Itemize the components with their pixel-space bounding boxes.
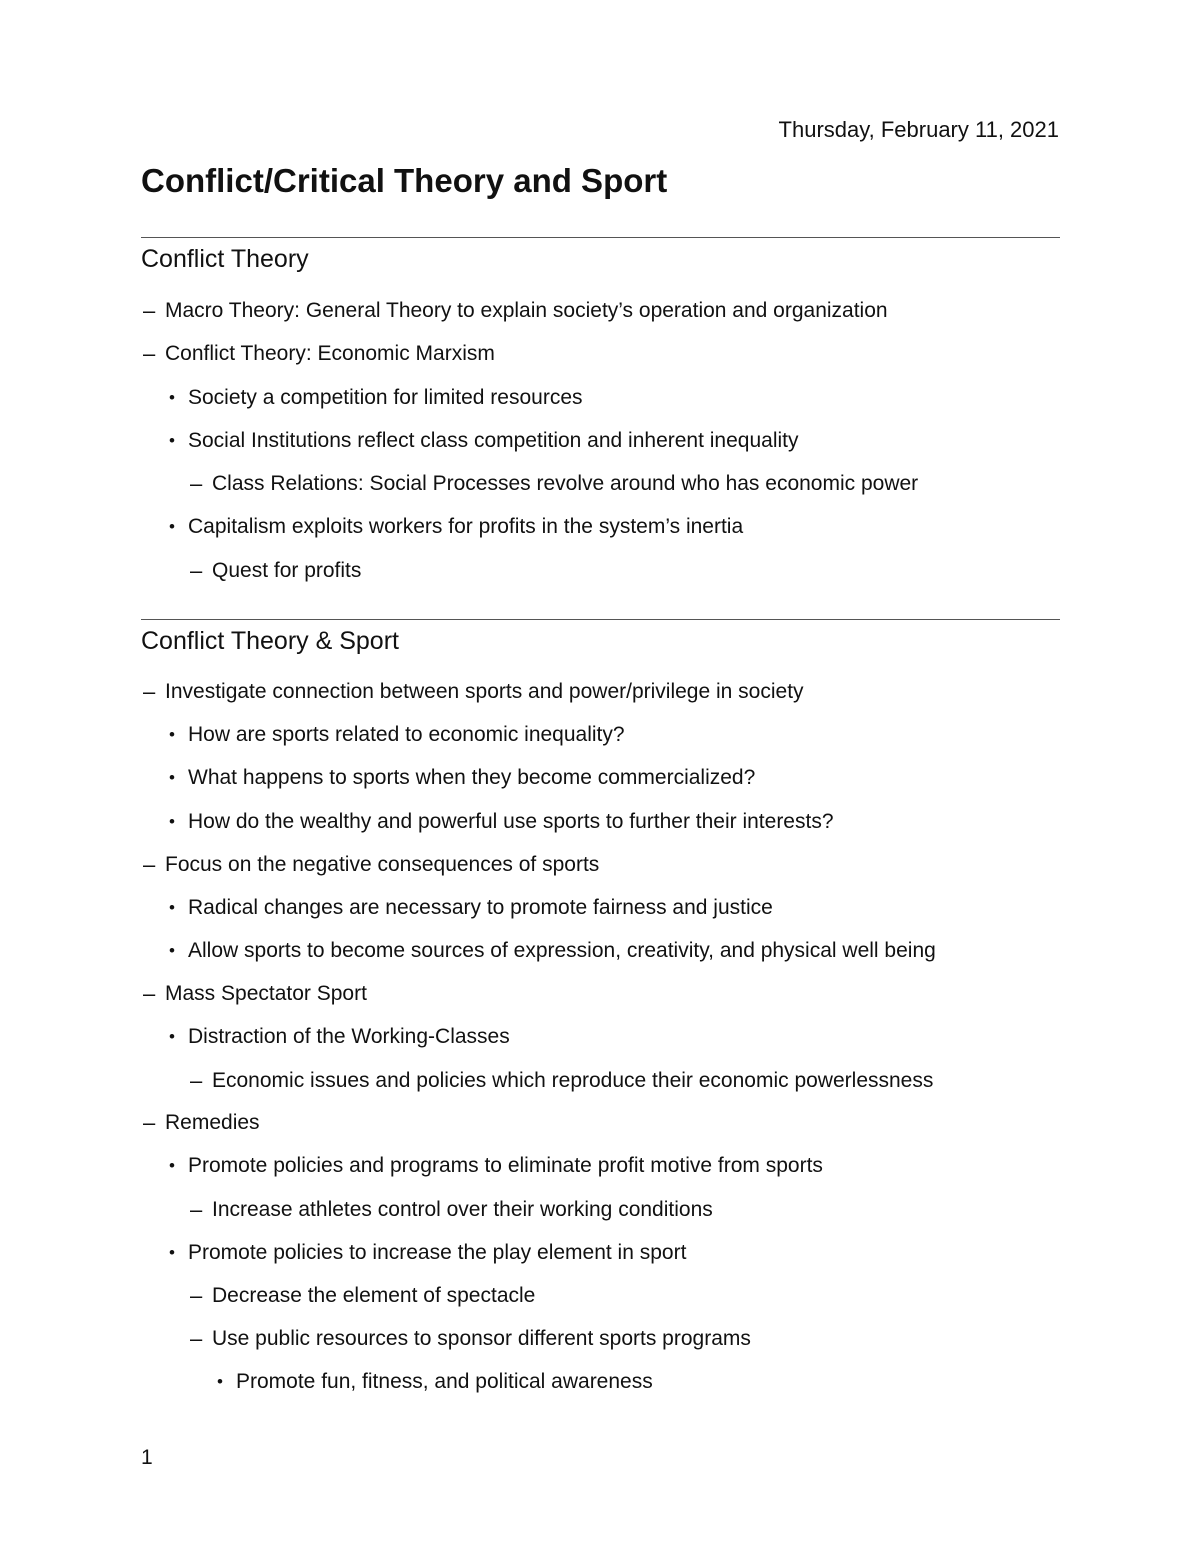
- list-item: [169, 764, 756, 792]
- dash-icon: –: [143, 341, 156, 366]
- bullet-icon: •: [169, 898, 175, 917]
- dash-icon: –: [143, 1110, 156, 1135]
- list-item-text: Class Relations: Social Processes revolve around who has economic power: [212, 472, 919, 495]
- list-item-text: Radical changes are necessary to promote fairness and justice: [188, 896, 773, 919]
- list-item: [169, 1239, 687, 1267]
- list-item: [143, 340, 495, 368]
- list-item-text: Distraction of the Working-Classes: [188, 1025, 510, 1048]
- section-divider: [141, 619, 1060, 620]
- list-item-text: Mass Spectator Sport: [165, 982, 367, 1005]
- dash-icon: –: [190, 1197, 203, 1222]
- section-heading-conflict-theory: Conflict Theory: [141, 245, 309, 273]
- document-date: Thursday, February 11, 2021: [778, 117, 1059, 142]
- list-item-text: Increase athletes control over their working conditions: [212, 1198, 713, 1221]
- dash-icon: –: [190, 471, 203, 496]
- list-item-text: Decrease the element of spectacle: [212, 1284, 536, 1307]
- list-item-text: Quest for profits: [212, 559, 362, 582]
- bullet-icon: •: [217, 1372, 223, 1391]
- list-item: [190, 557, 362, 585]
- list-item: [190, 470, 919, 498]
- dash-icon: –: [143, 679, 156, 704]
- bullet-icon: •: [169, 1156, 175, 1175]
- list-item: [190, 1325, 751, 1353]
- list-item-text: Macro Theory: General Theory to explain society’s operation and organization: [165, 299, 888, 322]
- list-item: [169, 721, 625, 749]
- bullet-icon: •: [169, 812, 175, 831]
- bullet-icon: •: [169, 1027, 175, 1046]
- list-item: [169, 384, 583, 412]
- list-item-text: Promote policies and programs to eliminate profit motive from sports: [188, 1154, 823, 1177]
- list-item: [217, 1368, 653, 1396]
- list-item: [169, 894, 773, 922]
- bullet-icon: •: [169, 725, 175, 744]
- list-item-text: Investigate connection between sports and power/privilege in society: [165, 680, 804, 703]
- dash-icon: –: [190, 1326, 203, 1351]
- list-item-text: Use public resources to sponsor different sports programs: [212, 1327, 751, 1350]
- dash-icon: –: [190, 1068, 203, 1093]
- list-item: [169, 1023, 510, 1051]
- list-item: [169, 513, 744, 541]
- dash-icon: –: [190, 1283, 203, 1308]
- list-item-text: Society a competition for limited resources: [188, 386, 583, 409]
- list-item: [143, 851, 600, 879]
- dash-icon: –: [190, 558, 203, 583]
- list-item: [190, 1067, 934, 1095]
- section-divider: [141, 237, 1060, 238]
- list-item-text: What happens to sports when they become commercialized?: [188, 766, 756, 789]
- dash-icon: –: [143, 981, 156, 1006]
- bullet-icon: •: [169, 1243, 175, 1262]
- section-heading-conflict-theory-sport: Conflict Theory & Sport: [141, 627, 399, 655]
- bullet-icon: •: [169, 431, 175, 450]
- bullet-icon: •: [169, 517, 175, 536]
- list-item-text: Capitalism exploits workers for profits in the system’s inertia: [188, 515, 744, 538]
- page-title: Conflict/Critical Theory and Sport: [141, 162, 668, 199]
- bullet-icon: •: [169, 388, 175, 407]
- list-item-text: Focus on the negative consequences of sports: [165, 853, 600, 876]
- list-item-text: Promote policies to increase the play element in sport: [188, 1241, 687, 1264]
- list-item: [143, 980, 367, 1008]
- list-item-text: Promote fun, fitness, and political awareness: [236, 1370, 653, 1393]
- list-item: [190, 1282, 536, 1310]
- list-item: [169, 808, 834, 836]
- list-item-text: Allow sports to become sources of expression, creativity, and physical well being: [188, 939, 936, 962]
- list-item: [169, 937, 936, 965]
- list-item-text: Remedies: [165, 1111, 260, 1134]
- list-item-text: How do the wealthy and powerful use sports to further their interests?: [188, 810, 834, 833]
- list-item: [190, 1196, 713, 1224]
- list-item: [143, 1109, 260, 1137]
- list-item: [169, 1152, 823, 1180]
- dash-icon: –: [143, 298, 156, 323]
- list-item: [169, 427, 799, 455]
- bullet-icon: •: [169, 941, 175, 960]
- page-number: 1: [141, 1446, 153, 1469]
- bullet-icon: •: [169, 768, 175, 787]
- dash-icon: –: [143, 852, 156, 877]
- list-item: [143, 297, 888, 325]
- list-item-text: Conflict Theory: Economic Marxism: [165, 342, 495, 365]
- list-item-text: How are sports related to economic inequality?: [188, 723, 625, 746]
- list-item: [143, 678, 804, 706]
- list-item-text: Social Institutions reflect class competition and inherent inequality: [188, 429, 799, 452]
- list-item-text: Economic issues and policies which reproduce their economic powerlessness: [212, 1069, 934, 1092]
